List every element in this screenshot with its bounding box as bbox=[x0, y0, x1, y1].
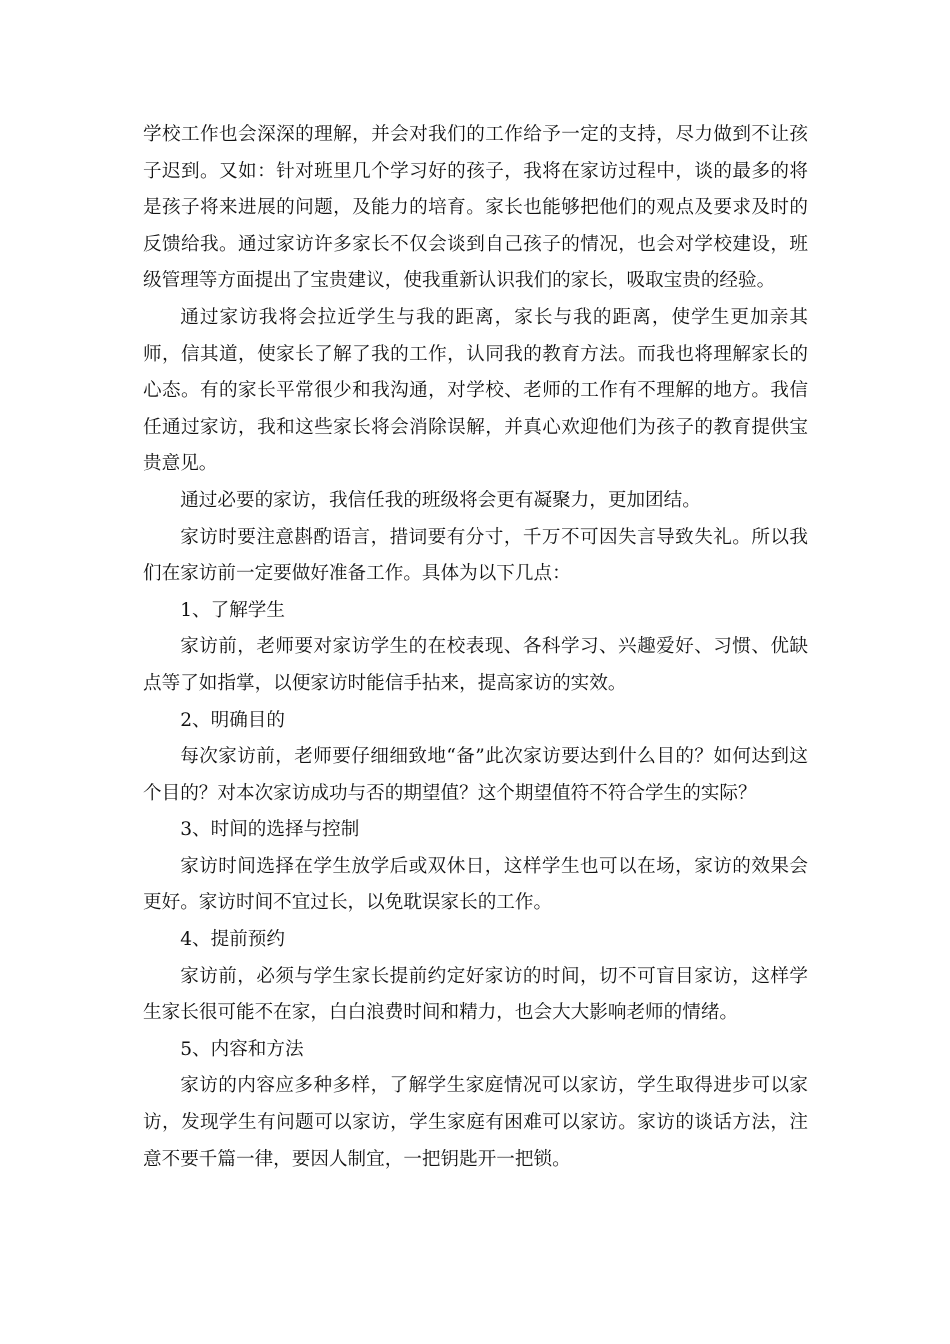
document-body bbox=[143, 117, 808, 1178]
section-heading: 3、时间的选择与控制 bbox=[180, 819, 360, 841]
section-heading: 5、内容和方法 bbox=[180, 1038, 304, 1060]
paragraph: 家访的内容应多种多样，了解学生家庭情况可以家访，学生取得进步可以家访，发现学生有问题可以家访，学生家庭有困难可以家访。家访的谈话方法，注意不要千篇一律，要因人制宜，一把钥匙开一把锁。 bbox=[143, 1075, 808, 1170]
paragraph: 通过家访我将会拉近学生与我的距离，家长与我的距离，使学生更加亲其师，信其道，使家长了解了我的工作，认同我的教育方法。而我也将理解家长的心态。有的家长平常很少和我沟通，对学校、老师的工作有不理解的地方。我信任通过家访，我和这些家长将会消除误解，并真心欢迎他们为孩子的教育提供宝贵意见。 bbox=[143, 306, 808, 475]
paragraph-continued: 学校工作也会深深的理解，并会对我们的工作给予一定的支持，尽力做到不让孩子迟到。又如：针对班里几个学习好的孩子，我将在家访过程中，谈的最多的将是孩子将来进展的问题，及能力的培育。家长也能够把他们的观点及要求及时的反馈给我。通过家访许多家长不仅会谈到自己孩子的情况，也会对学校建设，班级管理等方面提出了宝贵建议，使我重新认识我们的家长，吸取宝贵的经验。 bbox=[143, 124, 808, 292]
section-heading: 1、了解学生 bbox=[180, 599, 285, 621]
paragraph: 家访前，必须与学生家长提前约定好家访的时间，切不可盲目家访，这样学生家长很可能不在家，白白浪费时间和精力，也会大大影响老师的情绪。 bbox=[143, 965, 808, 1024]
section-heading: 2、明确目的 bbox=[180, 709, 285, 731]
paragraph: 每次家访前，老师要仔细细致地“备”此次家访要达到什么目的？如何达到这个目的？对本次家访成功与否的期望值？这个期望值符不符合学生的实际？ bbox=[143, 746, 808, 804]
paragraph: 家访前，老师要对家访学生的在校表现、各科学习、兴趣爱好、习惯、优缺点等了如指掌，以便家访时能信手拈来，提高家访的实效。 bbox=[143, 636, 808, 694]
section-heading: 4、提前预约 bbox=[180, 929, 285, 951]
paragraph: 家访时间选择在学生放学后或双休日，这样学生也可以在场，家访的效果会更好。家访时间不宜过长，以免耽误家长的工作。 bbox=[143, 855, 808, 914]
paragraph: 家访时要注意斟酌语言，措词要有分寸，千万不可因失言导致失礼。所以我们在家访前一定要做好准备工作。具体为以下几点： bbox=[143, 526, 808, 585]
paragraph: 通过必要的家访，我信任我的班级将会更有凝聚力，更加团结。 bbox=[180, 489, 701, 511]
